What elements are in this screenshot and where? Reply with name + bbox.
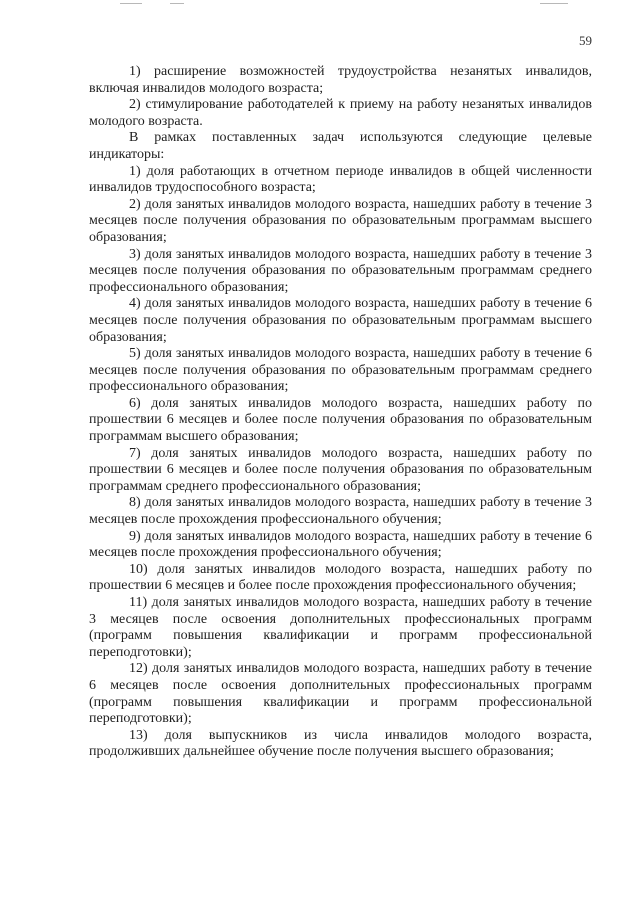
paragraph: 5) доля занятых инвалидов молодого возраста, нашедших работу в течение 6 месяцев после получения образования по образовательным программам среднего профессионального образования; bbox=[89, 346, 592, 395]
scan-artifact-mark bbox=[120, 3, 142, 4]
paragraph: 13) доля выпускников из числа инвалидов молодого возраста, продолживших дальнейшее обучение после получения высшего образования; bbox=[89, 727, 592, 760]
body-text bbox=[89, 64, 592, 761]
paragraph: 1) расширение возможностей трудоустройства незанятых инвалидов, включая инвалидов молодого возраста; bbox=[89, 64, 592, 96]
paragraph: 7) доля занятых инвалидов молодого возраста, нашедших работу по прошествии 6 месяцев и более после получения образования по образовательным программам среднего профессионального образования; bbox=[89, 445, 592, 494]
scan-artifact-mark bbox=[540, 3, 568, 4]
paragraph: 2) стимулирование работодателей к приему на работу незанятых инвалидов молодого возраста. bbox=[89, 97, 592, 129]
scan-artifact-mark bbox=[170, 3, 184, 4]
paragraph: 8) доля занятых инвалидов молодого возраста, нашедших работу в течение 3 месяцев после прохождения профессионального обучения; bbox=[89, 495, 592, 528]
paragraph: 9) доля занятых инвалидов молодого возраста, нашедших работу в течение 6 месяцев после прохождения профессионального обучения; bbox=[89, 528, 592, 561]
paragraph: 11) доля занятых инвалидов молодого возраста, нашедших работу в течение 3 месяцев после освоения дополнительных профессиональных программ (программ повышения квалификации и программ профессиональной переподготовки); bbox=[89, 595, 592, 660]
paragraph: 10) доля занятых инвалидов молодого возраста, нашедших работу по прошествии 6 месяцев и более после прохождения профессионального обучения; bbox=[89, 561, 592, 594]
paragraph: 1) доля работающих в отчетном периоде инвалидов в общей численности инвалидов трудоспособного возраста; bbox=[89, 163, 592, 196]
paragraph: 2) доля занятых инвалидов молодого возраста, нашедших работу в течение 3 месяцев после получения образования по образовательным программам высшего образования; bbox=[89, 196, 592, 245]
paragraph: 4) доля занятых инвалидов молодого возраста, нашедших работу в течение 6 месяцев после получения образования по образовательным программам высшего образования; bbox=[89, 296, 592, 345]
page-number: 59 bbox=[579, 33, 592, 48]
paragraph: 3) доля занятых инвалидов молодого возраста, нашедших работу в течение 3 месяцев после получения образования по образовательным программам среднего профессионального образования; bbox=[89, 246, 592, 295]
paragraph: 12) доля занятых инвалидов молодого возраста, нашедших работу в течение 6 месяцев после освоения дополнительных профессиональных программ (программ повышения квалификации и программ профессиональной переподготовки); bbox=[89, 661, 592, 727]
paragraph: 6) доля занятых инвалидов молодого возраста, нашедших работу по прошествии 6 месяцев и более после получения образования по образовательным программам высшего образования; bbox=[89, 395, 592, 445]
paragraph: В рамках поставленных задач используются следующие целевые индикаторы: bbox=[89, 130, 592, 162]
